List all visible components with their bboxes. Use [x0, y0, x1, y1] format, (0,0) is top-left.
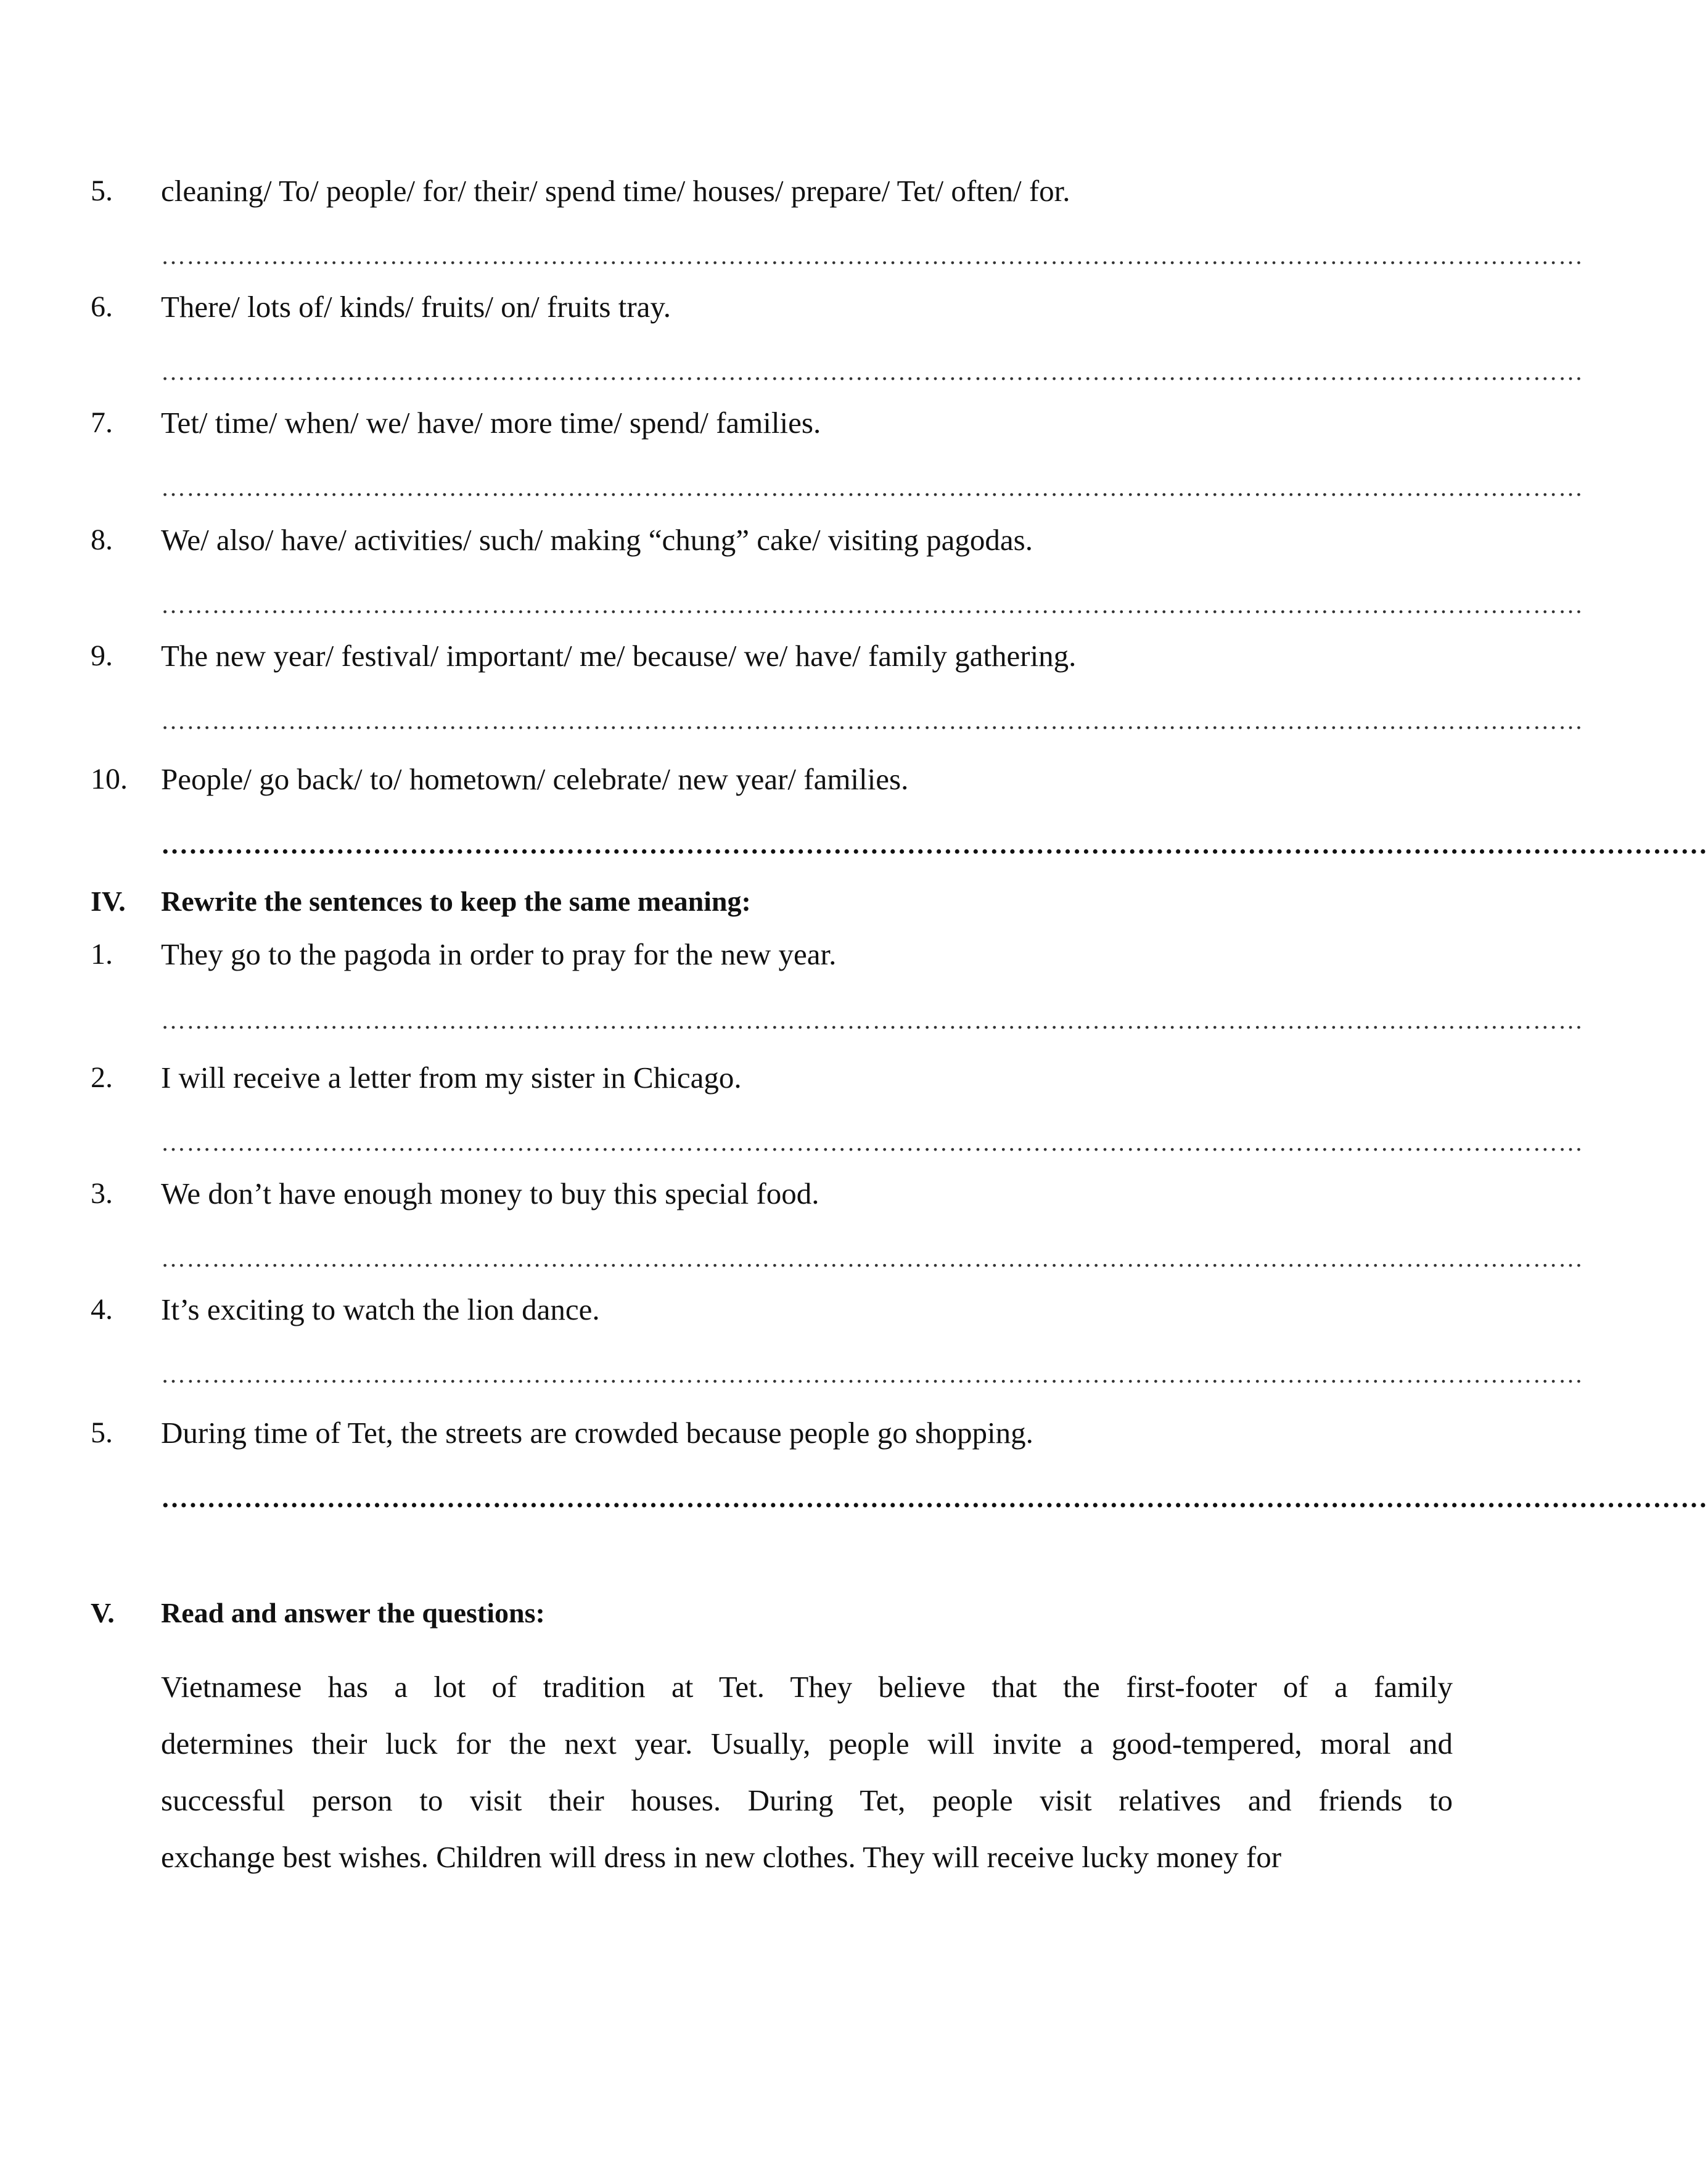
answer-line[interactable]: …………………………………………………………………………………………………………………………………………………… [161, 1006, 1584, 1034]
question-number: 1. [91, 938, 113, 971]
question-text: During time of Tet, the streets are crowded because people go shopping. [161, 1416, 1033, 1450]
question-number: 10. [91, 763, 128, 795]
passage-line: Vietnamese has a lot of tradition at Tet. They believe that the first-footer of a family [161, 1670, 1453, 1704]
section-number: IV. [91, 885, 126, 917]
question-number: 6. [91, 290, 113, 323]
question-text: We don’t have enough money to buy this special food. [161, 1177, 819, 1210]
section-title: Read and answer the questions: [161, 1597, 545, 1629]
question-number: 5. [91, 175, 113, 207]
question-text: People/ go back/ to/ hometown/ celebrate/ new year/ families. [161, 762, 909, 796]
answer-line[interactable]: …………………………………………………………………………………………………………………………………………………… [161, 358, 1584, 385]
answer-line[interactable]: …………………………………………………………………………………………………………………………………………………… [161, 1483, 1708, 1513]
answer-line[interactable]: …………………………………………………………………………………………………………………………………………………… [161, 474, 1584, 501]
answer-line[interactable]: …………………………………………………………………………………………………………………………………………………… [161, 591, 1584, 618]
question-text: We/ also/ have/ activities/ such/ making “chung” cake/ visiting pagodas. [161, 523, 1033, 557]
question-number: 4. [91, 1293, 113, 1326]
question-text: The new year/ festival/ important/ me/ because/ we/ have/ family gathering. [161, 639, 1077, 673]
question-number: 3. [91, 1177, 113, 1210]
question-text: cleaning/ To/ people/ for/ their/ spend time/ houses/ prepare/ Tet/ often/ for. [161, 174, 1070, 208]
answer-line[interactable]: …………………………………………………………………………………………………………………………………………………… [161, 1244, 1584, 1272]
passage-line: determines their luck for the next year. Usually, people will invite a good-tempered, moral and [161, 1727, 1453, 1760]
section-number: V. [91, 1597, 115, 1629]
question-number: 8. [91, 524, 113, 556]
passage-line: successful person to visit their houses. During Tet, people visit relatives and friends to [161, 1783, 1453, 1817]
passage-line: exchange best wishes. Children will dress in new clothes. They will receive lucky money for [161, 1840, 1282, 1874]
question-text: It’s exciting to watch the lion dance. [161, 1292, 600, 1326]
question-number: 9. [91, 639, 113, 672]
question-text: They go to the pagoda in order to pray for the new year. [161, 937, 837, 971]
question-text: There/ lots of/ kinds/ fruits/ on/ fruits tray. [161, 290, 671, 324]
question-text: Tet/ time/ when/ we/ have/ more time/ spend/ families. [161, 406, 821, 440]
question-number: 5. [91, 1416, 113, 1449]
question-number: 7. [91, 406, 113, 439]
answer-line[interactable]: …………………………………………………………………………………………………………………………………………………… [161, 1360, 1584, 1388]
answer-line[interactable]: …………………………………………………………………………………………………………………………………………………… [161, 707, 1584, 734]
answer-line[interactable]: …………………………………………………………………………………………………………………………………………………… [161, 242, 1584, 269]
reading-passage [161, 1659, 1453, 1886]
question-number: 2. [91, 1061, 113, 1094]
answer-line[interactable]: …………………………………………………………………………………………………………………………………………………… [161, 1128, 1584, 1156]
section-title: Rewrite the sentences to keep the same meaning: [161, 885, 751, 917]
question-text: I will receive a letter from my sister in Chicago. [161, 1061, 742, 1095]
answer-line[interactable]: …………………………………………………………………………………………………………………………………………………… [161, 829, 1708, 860]
